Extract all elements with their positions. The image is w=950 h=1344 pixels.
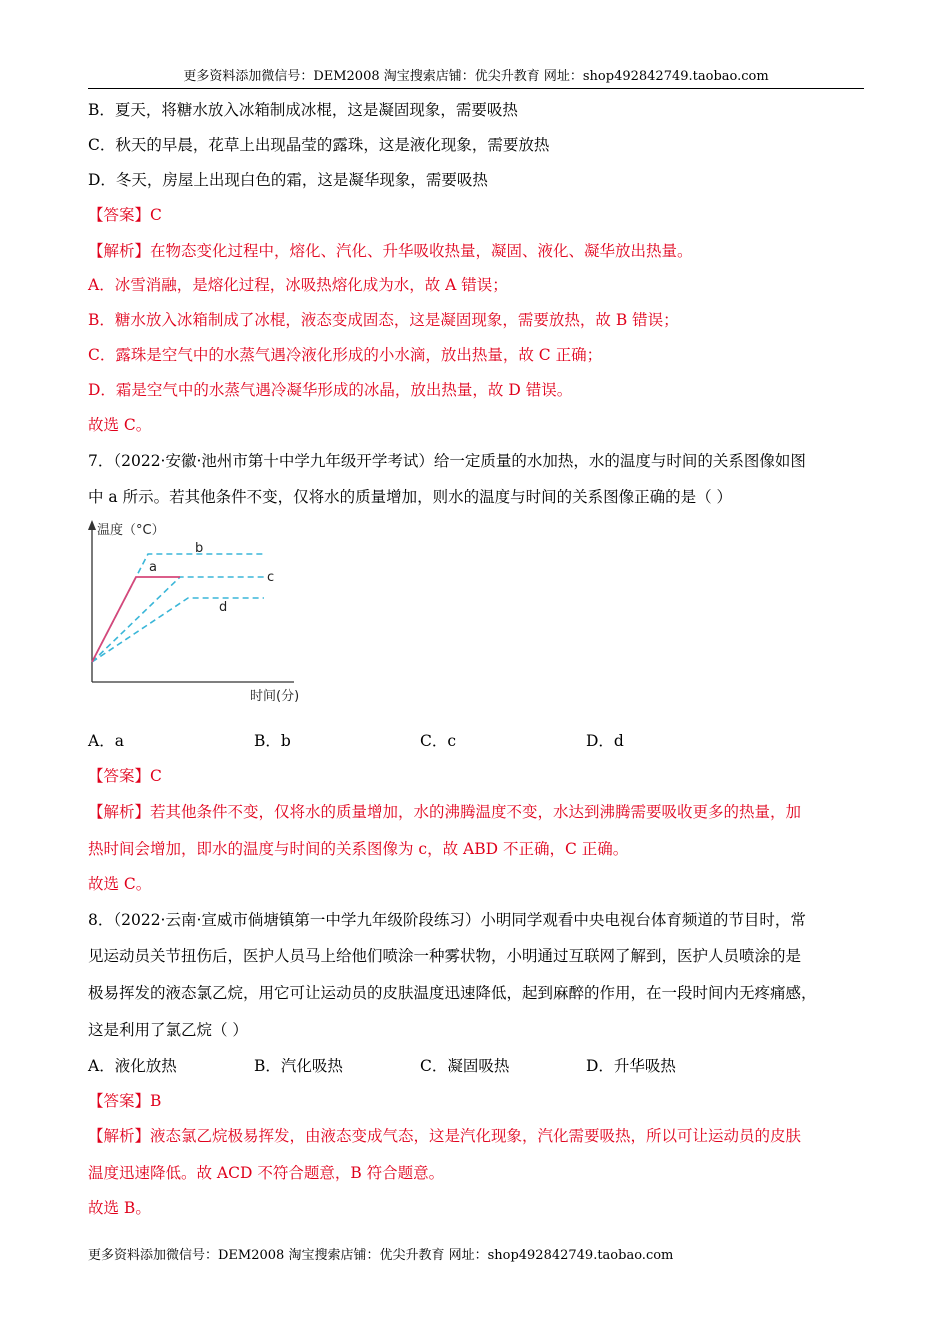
y-axis-label: 温度（°C） xyxy=(97,523,165,538)
temperature-time-graph xyxy=(82,516,322,716)
q7-options xyxy=(88,730,752,752)
q6-conclusion: 故选 C。 xyxy=(88,416,152,434)
answer-label: 【答案】 xyxy=(88,1092,151,1110)
q6-analysis-line-3: B．糖水放入冰箱制成了冰棍，液态变成固态，这是凝固现象，需要放热，故 B 错误； xyxy=(88,311,679,329)
curve-b xyxy=(92,554,264,662)
q7-analysis-line-2: 热时间会增加，即水的温度与时间的关系图像为 c，故 ABD 不正确，C 正确。 xyxy=(88,840,629,858)
q8-option-c: C．凝固吸热 xyxy=(420,1057,510,1075)
answer-value: B xyxy=(150,1092,162,1110)
curve-label-a: a xyxy=(149,560,157,575)
answer-value: C xyxy=(150,767,162,785)
q8-analysis-line-1 xyxy=(88,1125,801,1147)
q8-option-d: D．升华吸热 xyxy=(586,1057,676,1075)
q6-option-b: B．夏天，将糖水放入冰箱制成冰棍，这是凝固现象，需要吸热 xyxy=(88,101,518,119)
analysis-text: 在物态变化过程中，熔化、汽化、升华吸收热量，凝固、液化、凝华放出热量。 xyxy=(150,242,693,260)
q8-stem-line-4: 这是利用了氯乙烷（ ） xyxy=(88,1021,248,1039)
y-axis-arrow xyxy=(88,520,96,530)
q8-stem-line-1: 8．（2022·云南·宣威市倘塘镇第一中学九年级阶段练习）小明同学观看中央电视台体育频道的节目时，常 xyxy=(88,911,806,929)
q7-option-c: C．c xyxy=(420,732,457,750)
q6-analysis-line-5: D．霜是空气中的水蒸气遇冷凝华形成的冰晶，放出热量，故 D 错误。 xyxy=(88,381,573,399)
q6-option-d: D．冬天，房屋上出现白色的霜，这是凝华现象，需要吸热 xyxy=(88,171,488,189)
q6-analysis-line-4: C．露珠是空气中的水蒸气遇冷液化形成的小水滴，放出热量，故 C 正确； xyxy=(88,346,603,364)
q7-conclusion: 故选 C。 xyxy=(88,875,152,893)
q8-options xyxy=(88,1055,752,1077)
q7-stem-line-2: 中 a 所示。若其他条件不变，仅将水的质量增加，则水的温度与时间的关系图像正确的是（ ） xyxy=(88,488,733,506)
analysis-label: 【解析】 xyxy=(88,242,151,260)
curve-label-c: c xyxy=(267,570,275,585)
q6-option-c: C．秋天的早晨，花草上出现晶莹的露珠，这是液化现象，需要放热 xyxy=(88,136,550,154)
x-axis-label: 时间(分) xyxy=(250,689,300,704)
q8-option-b: B．汽化吸热 xyxy=(254,1057,343,1075)
answer-label: 【答案】 xyxy=(88,206,151,224)
q6-analysis-line-1 xyxy=(88,240,693,262)
q6-analysis-line-2: A．冰雪消融，是熔化过程，冰吸热熔化成为水，故 A 错误； xyxy=(88,276,508,294)
q8-conclusion: 故选 B。 xyxy=(88,1199,151,1217)
q8-option-a: A．液化放热 xyxy=(88,1057,177,1075)
q7-option-b: B．b xyxy=(254,732,291,750)
page-footer: 更多资料添加微信号：DEM2008 淘宝搜索店铺：优尖升教育 网址：shop492842749.taobao.com xyxy=(88,1248,674,1263)
analysis-label: 【解析】 xyxy=(88,803,151,821)
q7-option-d: D．d xyxy=(586,732,624,750)
curve-label-b: b xyxy=(195,541,204,556)
page-header: 更多资料添加微信号：DEM2008 淘宝搜索店铺：优尖升教育 网址：shop492842749.taobao.com xyxy=(88,66,864,89)
analysis-text: 若其他条件不变，仅将水的质量增加，水的沸腾温度不变，水达到沸腾需要吸收更多的热量，加 xyxy=(150,803,802,821)
analysis-text: 液态氯乙烷极易挥发，由液态变成气态，这是汽化现象，汽化需要吸热，所以可让运动员的皮肤 xyxy=(150,1127,802,1145)
answer-value: C xyxy=(150,206,162,224)
q7-stem-line-1: 7．（2022·安徽·池州市第十中学九年级开学考试）给一定质量的水加热，水的温度与时间的关系图像如图 xyxy=(88,452,806,470)
q8-analysis-line-2: 温度迅速降低。故 ACD 不符合题意，B 符合题意。 xyxy=(88,1164,445,1182)
answer-label: 【答案】 xyxy=(88,767,151,785)
q8-answer xyxy=(88,1090,161,1112)
curve-c xyxy=(92,577,264,662)
q7-option-a: A．a xyxy=(88,732,124,750)
q8-stem-line-2: 见运动员关节扭伤后，医护人员马上给他们喷涂一种雾状物，小明通过互联网了解到，医护人员喷涂的是 xyxy=(88,947,802,965)
analysis-label: 【解析】 xyxy=(88,1127,151,1145)
q6-answer xyxy=(88,204,162,226)
q7-answer xyxy=(88,765,162,787)
curve-d xyxy=(92,598,264,662)
q8-stem-line-3: 极易挥发的液态氯乙烷，用它可让运动员的皮肤温度迅速降低，起到麻醉的作用，在一段时间内无疼痛感， xyxy=(88,984,817,1002)
q7-analysis-line-1 xyxy=(88,801,801,823)
curve-label-d: d xyxy=(219,600,228,615)
